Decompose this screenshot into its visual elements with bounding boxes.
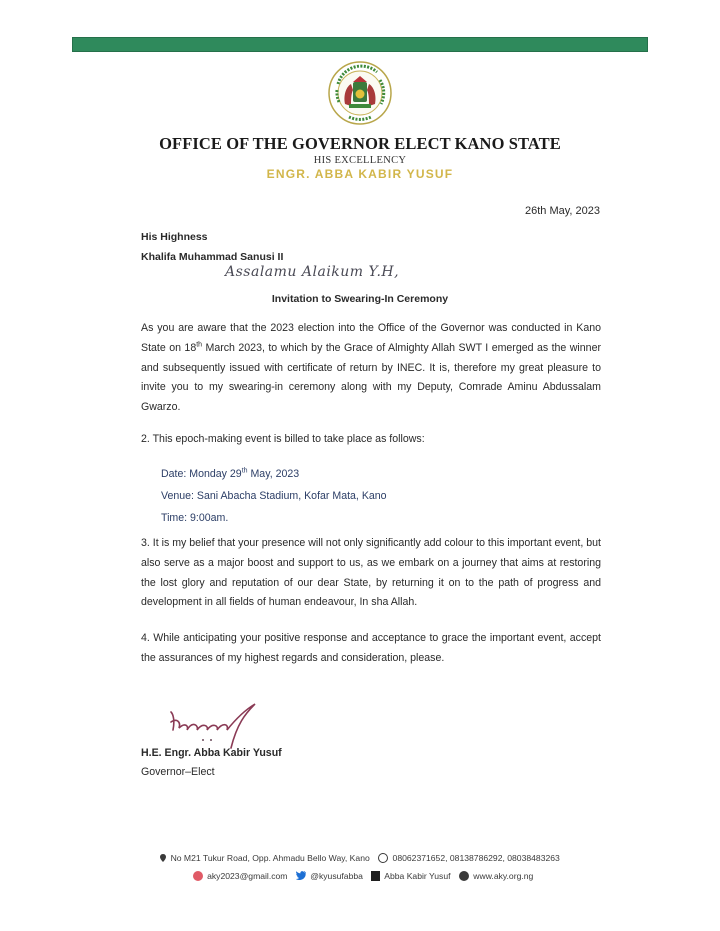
letter-subject: Invitation to Swearing-In Ceremony xyxy=(271,293,449,305)
phone-icon xyxy=(378,853,388,863)
letterhead-title: OFFICE OF THE GOVERNOR ELECT KANO STATE xyxy=(159,134,561,153)
paragraph-1 xyxy=(141,319,601,418)
event-date-rest: May, 2023 xyxy=(247,468,300,480)
paragraph-1-text-b: March 2023, to which by the Grace of Almighty Allah SWT I emerged as the winner and subsequently issued with certificate of return by INEC. It is, therefore my great pleasure to invite you to my swearing-in ceremony along with my Deputy, Comrade Aminu Abdussalam Gwarzo. xyxy=(141,341,601,414)
footer-website-link[interactable]: www.aky.org.ng xyxy=(473,871,534,881)
paragraph-2: 2. This epoch-making event is billed to take place as follows: xyxy=(141,433,425,445)
event-details xyxy=(161,463,387,529)
email-icon xyxy=(193,871,203,881)
footer-contact-line-2 xyxy=(0,871,720,882)
signatory-block xyxy=(141,744,282,782)
event-venue: Venue: Sani Abacha Stadium, Kofar Mata, Kano xyxy=(161,490,387,502)
footer-email-link[interactable]: aky2023@gmail.com xyxy=(207,871,288,881)
footer-address: No M21 Tukur Road, Opp. Ahmadu Bello Way, Kano xyxy=(170,853,370,863)
recipient-title: His Highness xyxy=(141,231,208,243)
facebook-icon xyxy=(371,871,380,881)
letterhead-subtitle: HIS EXCELLENCY xyxy=(313,155,407,166)
paragraph-4: 4. While anticipating your positive response and acceptance to grace the important event, accept the assurances of my highest regards and consideration, please. xyxy=(141,632,601,664)
ordinal-suffix: th xyxy=(241,467,248,475)
letterhead-name: ENGR. ABBA KABIR YUSUF xyxy=(266,167,454,181)
paragraph-1-text-a: As you are aware that the 2023 election into the Office of the Governor was conducted in Kano State on 18 xyxy=(141,322,601,354)
recipient-block xyxy=(141,227,283,267)
kano-state-seal-icon xyxy=(327,60,393,126)
footer-twitter-link[interactable]: @kyusufabba xyxy=(310,871,363,881)
location-pin-icon xyxy=(160,854,166,862)
event-date xyxy=(161,463,387,485)
signatory-title: Governor–Elect xyxy=(141,766,215,778)
recipient-name: Khalifa Muhammad Sanusi II xyxy=(141,251,284,263)
letter-date: 26th May, 2023 xyxy=(524,205,600,217)
globe-icon xyxy=(459,871,469,881)
footer-contact-line-1 xyxy=(0,853,720,864)
twitter-icon xyxy=(296,871,306,880)
ordinal-suffix: th xyxy=(196,341,203,349)
paragraph-3: 3. It is my belief that your presence will not only significantly add colour to this important event, but also serve as a major boost and support to us, as we embark on a journey that aims at restoring the lost glory and reputation of our dear State, by returning it on to the path of progress and development in all fields of human endeavour, In sha Allah. xyxy=(141,537,601,609)
handwritten-signature xyxy=(165,700,265,750)
letterhead-green-bar xyxy=(72,37,648,52)
signatory-name: H.E. Engr. Abba Kabir Yusuf xyxy=(141,747,282,759)
event-date-label: Date: Monday 29 xyxy=(161,468,242,480)
handwritten-salutation: Assalamu Alaikum Y.H, xyxy=(225,264,400,280)
event-time: Time: 9:00am. xyxy=(161,512,229,524)
footer-facebook-link[interactable]: Abba Kabir Yusuf xyxy=(384,871,451,881)
footer-phones: 08062371652, 08138786292, 08038483263 xyxy=(392,853,560,863)
